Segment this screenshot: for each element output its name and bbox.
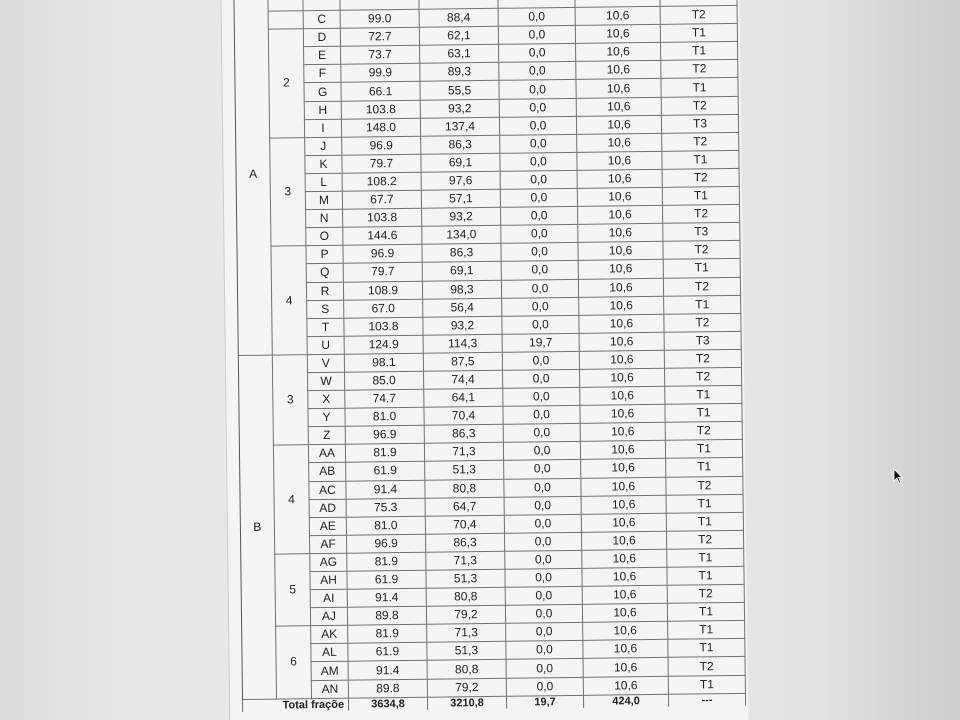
value-3-cell: 0,0 xyxy=(501,243,578,262)
value-2-cell: 69,1 xyxy=(421,153,500,172)
value-2-cell: 89,3 xyxy=(420,63,499,82)
type-cell: T1 xyxy=(661,42,738,61)
value-4-cell: 10,6 xyxy=(580,386,665,405)
value-1-cell: 103.8 xyxy=(344,317,423,336)
value-2-cell: 86,3 xyxy=(421,135,500,154)
value-3-cell: 0,0 xyxy=(505,586,582,605)
value-1-cell: 73.7 xyxy=(341,46,420,65)
value-1-cell: 81.0 xyxy=(346,516,425,535)
type-cell: T2 xyxy=(664,349,741,368)
row-id-cell: F xyxy=(304,65,341,84)
value-3-cell: 0,0 xyxy=(503,424,580,443)
value-4-cell: 10,6 xyxy=(576,61,661,80)
value-3-cell: 0,0 xyxy=(504,478,581,497)
value-1-cell: 89.8 xyxy=(347,606,426,625)
value-1-cell: 144.6 xyxy=(343,226,422,245)
value-3-cell: 0,0 xyxy=(506,659,583,678)
value-2-cell: 79,2 xyxy=(427,678,506,697)
type-cell: T1 xyxy=(666,512,743,531)
value-3-cell: 0,0 xyxy=(505,568,582,587)
value-1-cell: 103.8 xyxy=(343,208,422,227)
value-4-cell: 10,6 xyxy=(582,549,667,568)
value-4-cell: 10,6 xyxy=(581,459,666,478)
table-body xyxy=(234,0,746,712)
row-id-cell: P xyxy=(306,246,343,265)
value-2-cell: 98,3 xyxy=(422,280,501,299)
type-cell: T1 xyxy=(661,78,738,97)
value-4-cell: 10,6 xyxy=(580,404,665,423)
value-1-cell: 75.3 xyxy=(346,498,425,517)
value-3-cell: 0,0 xyxy=(502,315,579,334)
type-cell: T1 xyxy=(665,385,742,404)
value-2-cell: 80,8 xyxy=(426,587,505,606)
value-4-cell: 10,6 xyxy=(577,133,662,152)
total-value-cell: --- xyxy=(668,693,745,706)
row-id-cell: W xyxy=(308,372,345,391)
value-2-cell: 64,1 xyxy=(424,388,503,407)
value-2-cell: 114,3 xyxy=(423,334,502,353)
value-4-cell: 10,6 xyxy=(579,314,664,333)
subgroup-label-cell: 4 xyxy=(273,445,309,554)
value-3-cell: 0,0 xyxy=(499,44,576,63)
type-cell: T2 xyxy=(665,422,742,441)
row-id-cell: V xyxy=(307,354,344,373)
value-4-cell: 10,6 xyxy=(576,97,661,116)
type-cell: T2 xyxy=(661,60,738,79)
group-label-cell: B xyxy=(238,355,276,699)
value-1-cell: 61.9 xyxy=(348,643,427,662)
row-id-cell: M xyxy=(305,191,342,210)
value-1-cell: 61.9 xyxy=(346,462,425,481)
value-4-cell: 10,6 xyxy=(582,567,667,586)
value-2-cell: 86,3 xyxy=(425,533,504,552)
value-1-cell: 81.9 xyxy=(348,625,427,644)
document-page xyxy=(221,0,748,720)
row-id-cell: K xyxy=(305,155,342,174)
value-1-cell: 99.0 xyxy=(340,9,419,28)
subgroup-label-cell xyxy=(268,11,303,30)
type-cell: T2 xyxy=(666,476,743,495)
value-3-cell: 0,0 xyxy=(506,677,583,696)
value-3-cell: 0,0 xyxy=(499,98,576,117)
value-4-cell: 10,6 xyxy=(575,6,660,25)
type-cell: T1 xyxy=(668,639,745,658)
type-cell: T1 xyxy=(667,603,744,622)
row-id-cell: Y xyxy=(308,408,345,427)
value-3-cell: 0,0 xyxy=(503,369,580,388)
row-id-cell: AE xyxy=(309,517,346,536)
value-1-cell: 98.1 xyxy=(344,353,423,372)
type-cell: T2 xyxy=(660,5,737,24)
row-id-cell: R xyxy=(306,282,343,301)
total-value-cell: 19,7 xyxy=(506,695,583,708)
value-3-cell: 0,0 xyxy=(501,206,578,225)
value-3-cell: 0,0 xyxy=(498,26,575,45)
value-1-cell: 81.0 xyxy=(345,407,424,426)
row-id-cell: H xyxy=(304,101,341,120)
type-cell: T1 xyxy=(665,440,742,459)
type-cell: T1 xyxy=(666,458,743,477)
row-id-cell: S xyxy=(307,300,344,319)
row-id-cell: AD xyxy=(309,499,346,518)
value-1-cell: 74.7 xyxy=(345,389,424,408)
type-cell: T3 xyxy=(663,223,740,242)
value-2-cell: 57,1 xyxy=(421,189,500,208)
value-1-cell: 67.0 xyxy=(344,299,423,318)
value-4-cell: 10,6 xyxy=(583,658,668,677)
row-id-cell: X xyxy=(308,390,345,409)
value-3-cell: 0,0 xyxy=(500,152,577,171)
value-2-cell: 74,4 xyxy=(424,370,503,389)
subgroup-label-cell: 4 xyxy=(271,246,307,355)
value-3-cell: 0,0 xyxy=(504,532,581,551)
row-id-cell: U xyxy=(307,336,344,355)
value-3-cell: 0,0 xyxy=(501,279,578,298)
subgroup-label-cell: 3 xyxy=(272,355,308,446)
value-3-cell: 0,0 xyxy=(503,442,580,461)
row-id-cell: G xyxy=(304,83,341,102)
total-value-cell: 3210,8 xyxy=(427,696,506,709)
value-2-cell: 56,4 xyxy=(423,298,502,317)
value-3-cell: 0,0 xyxy=(506,641,583,660)
value-4-cell: 10,6 xyxy=(577,187,662,206)
value-2-cell: 86,3 xyxy=(422,244,501,263)
value-2-cell: 71,3 xyxy=(426,551,505,570)
value-2-cell: 64,7 xyxy=(425,497,504,516)
value-1-cell: 148.0 xyxy=(341,118,420,137)
value-4-cell: 10,6 xyxy=(578,278,663,297)
row-id-cell: AF xyxy=(310,535,347,554)
subgroup-label-cell: 2 xyxy=(268,29,304,138)
type-cell: T2 xyxy=(664,367,741,386)
value-4-cell: 10,6 xyxy=(582,603,667,622)
value-1-cell: 96.9 xyxy=(342,136,421,155)
type-cell: T2 xyxy=(663,241,740,260)
value-4-cell: 10,6 xyxy=(583,676,668,695)
type-cell: T2 xyxy=(663,205,740,224)
row-id-cell: AJ xyxy=(310,607,347,626)
value-1-cell: 79.7 xyxy=(343,263,422,282)
row-id-cell: T xyxy=(307,318,344,337)
value-4-cell: 10,6 xyxy=(576,43,661,62)
type-cell: T2 xyxy=(663,277,740,296)
total-label: Total fraçõe xyxy=(243,698,349,712)
value-2-cell: 63,1 xyxy=(420,45,499,64)
value-4-cell: 10,6 xyxy=(580,423,665,442)
value-3-cell: 0,0 xyxy=(498,7,575,26)
value-1-cell: 124.9 xyxy=(344,335,423,354)
value-2-cell: 79,2 xyxy=(426,605,505,624)
subgroup-label-cell xyxy=(268,0,303,11)
value-3-cell: 0,0 xyxy=(501,261,578,280)
value-3-cell: 0,0 xyxy=(503,405,580,424)
value-4-cell: 10,6 xyxy=(581,513,666,532)
total-value-cell: 424,0 xyxy=(583,694,668,708)
type-cell: T1 xyxy=(667,566,744,585)
value-4-cell: 10,6 xyxy=(583,640,668,659)
value-4-cell: 10,6 xyxy=(581,495,666,514)
row-id-cell: AA xyxy=(308,445,345,464)
value-1-cell: 81.9 xyxy=(345,444,424,463)
value-2-cell: 93,2 xyxy=(423,316,502,335)
value-1-cell: 103.8 xyxy=(341,100,420,119)
value-1-cell: 108.9 xyxy=(343,281,422,300)
value-1-cell: 96.9 xyxy=(343,245,422,264)
type-cell: T1 xyxy=(667,548,744,567)
value-2-cell: 86,3 xyxy=(424,425,503,444)
type-cell: T1 xyxy=(666,494,743,513)
type-cell: T2 xyxy=(661,96,738,115)
type-cell: T1 xyxy=(663,259,740,278)
value-2-cell: 51,3 xyxy=(426,569,505,588)
value-2-cell: 70,4 xyxy=(425,515,504,534)
row-id-cell: O xyxy=(306,227,343,246)
value-4-cell: 10,6 xyxy=(576,79,661,98)
value-1-cell: 85.0 xyxy=(345,371,424,390)
value-3-cell: 0,0 xyxy=(500,134,577,153)
value-2-cell: 70,4 xyxy=(424,406,503,425)
screen-glare xyxy=(820,0,960,720)
value-2-cell: 97,6 xyxy=(421,171,500,190)
row-id-cell: Q xyxy=(306,264,343,283)
row-id-cell: AL xyxy=(311,644,348,663)
value-3-cell: 0,0 xyxy=(499,80,576,99)
type-cell: T2 xyxy=(664,313,741,332)
value-3-cell: 0,0 xyxy=(502,351,579,370)
type-cell: T2 xyxy=(662,168,739,187)
value-4-cell: 10,6 xyxy=(579,296,664,315)
value-4-cell: 10,6 xyxy=(581,477,666,496)
value-1-cell: 96.9 xyxy=(347,534,426,553)
value-2-cell: 87,5 xyxy=(423,352,502,371)
value-1-cell: 72.7 xyxy=(340,27,419,46)
row-id-cell: N xyxy=(306,209,343,228)
type-cell: T1 xyxy=(662,186,739,205)
row-id-cell: AM xyxy=(311,662,348,681)
value-2-cell: 71,3 xyxy=(424,443,503,462)
subgroup-label-cell: 6 xyxy=(276,626,312,699)
value-3-cell: 0,0 xyxy=(505,605,582,624)
value-3-cell: 0,0 xyxy=(500,170,577,189)
type-cell: T2 xyxy=(668,657,745,676)
value-4-cell: 10,6 xyxy=(576,115,661,134)
value-4-cell: 10,6 xyxy=(578,205,663,224)
type-cell: T1 xyxy=(664,295,741,314)
type-cell: T3 xyxy=(664,331,741,350)
row-id-cell: J xyxy=(305,137,342,156)
row-id-cell: AC xyxy=(309,481,346,500)
type-cell: T2 xyxy=(666,530,743,549)
type-cell: T1 xyxy=(668,675,745,694)
subgroup-label-cell: 3 xyxy=(270,137,306,246)
value-1-cell: 96.9 xyxy=(345,425,424,444)
value-2-cell: 62,1 xyxy=(419,26,498,45)
type-cell: T1 xyxy=(660,24,737,43)
value-2-cell: 93,2 xyxy=(422,207,501,226)
value-3-cell: 0,0 xyxy=(499,62,576,81)
row-id-cell: Z xyxy=(308,426,345,445)
type-cell: T2 xyxy=(662,132,739,151)
type-cell: T2 xyxy=(667,584,744,603)
value-2-cell: 51,3 xyxy=(427,642,506,661)
group-label-cell: A xyxy=(234,0,272,355)
value-3-cell: 0,0 xyxy=(499,116,576,135)
type-cell: T1 xyxy=(668,621,745,640)
value-1-cell: 91.4 xyxy=(348,661,427,680)
row-id-cell: D xyxy=(303,28,340,47)
value-3-cell: 0,0 xyxy=(504,460,581,479)
value-4-cell: 10,6 xyxy=(580,441,665,460)
value-4-cell: 10,6 xyxy=(578,224,663,243)
total-value-cell: 3634,8 xyxy=(348,697,427,710)
type-cell: T1 xyxy=(665,404,742,423)
row-id-cell: AK xyxy=(311,625,348,644)
row-id-cell xyxy=(303,0,340,11)
value-4-cell: 10,6 xyxy=(581,531,666,550)
value-1-cell: 61.9 xyxy=(347,570,426,589)
value-2-cell: 51,3 xyxy=(425,461,504,480)
value-3-cell: 0,0 xyxy=(503,387,580,406)
row-id-cell: C xyxy=(303,10,340,29)
value-1-cell: 67.7 xyxy=(342,190,421,209)
data-table xyxy=(233,0,746,712)
value-2-cell: 80,8 xyxy=(427,660,506,679)
value-1-cell: 66.1 xyxy=(341,82,420,101)
value-4-cell: 10,6 xyxy=(577,169,662,188)
value-3-cell: 19,7 xyxy=(502,333,579,352)
value-1-cell: 79.7 xyxy=(342,154,421,173)
value-2-cell: 69,1 xyxy=(422,262,501,281)
value-2-cell: 93,2 xyxy=(420,99,499,118)
value-1-cell: 81.9 xyxy=(347,552,426,571)
row-id-cell: AB xyxy=(309,463,346,482)
value-4-cell: 10,6 xyxy=(575,25,660,44)
value-1-cell: 89.8 xyxy=(348,679,427,698)
value-4-cell: 10,6 xyxy=(582,585,667,604)
value-4-cell: 10,6 xyxy=(578,242,663,261)
value-4-cell: 10,6 xyxy=(579,368,664,387)
value-1-cell: 108.2 xyxy=(342,172,421,191)
row-id-cell: L xyxy=(305,173,342,192)
value-3-cell: 0,0 xyxy=(501,225,578,244)
value-3-cell: 0,0 xyxy=(504,496,581,515)
value-1-cell: 99.9 xyxy=(341,64,420,83)
type-cell: T3 xyxy=(661,114,738,133)
type-cell: T1 xyxy=(662,150,739,169)
value-3-cell: 0,0 xyxy=(502,297,579,316)
value-2-cell: 134,0 xyxy=(422,226,501,245)
row-id-cell: AI xyxy=(310,589,347,608)
row-id-cell: I xyxy=(304,119,341,138)
subgroup-label-cell: 5 xyxy=(275,554,311,627)
row-id-cell: AN xyxy=(311,680,348,699)
value-3-cell: 0,0 xyxy=(505,550,582,569)
value-4-cell: 10,6 xyxy=(579,350,664,369)
value-3-cell: 0,0 xyxy=(504,514,581,533)
value-1-cell: 91.4 xyxy=(346,480,425,499)
row-id-cell: E xyxy=(304,47,341,66)
value-1-cell: 91.4 xyxy=(347,588,426,607)
value-2-cell: 137,4 xyxy=(420,117,499,136)
value-4-cell: 10,6 xyxy=(578,260,663,279)
value-2-cell: 88,4 xyxy=(419,8,498,27)
value-3-cell: 0,0 xyxy=(500,188,577,207)
value-3-cell: 0,0 xyxy=(506,623,583,642)
value-2-cell: 71,3 xyxy=(427,624,506,643)
value-2-cell: 55,5 xyxy=(420,81,499,100)
row-id-cell: AG xyxy=(310,553,347,572)
value-2-cell: 80,8 xyxy=(425,479,504,498)
row-id-cell: AH xyxy=(310,571,347,590)
value-4-cell: 10,6 xyxy=(577,151,662,170)
value-4-cell: 10,6 xyxy=(583,622,668,641)
value-4-cell: 10,6 xyxy=(579,332,664,351)
